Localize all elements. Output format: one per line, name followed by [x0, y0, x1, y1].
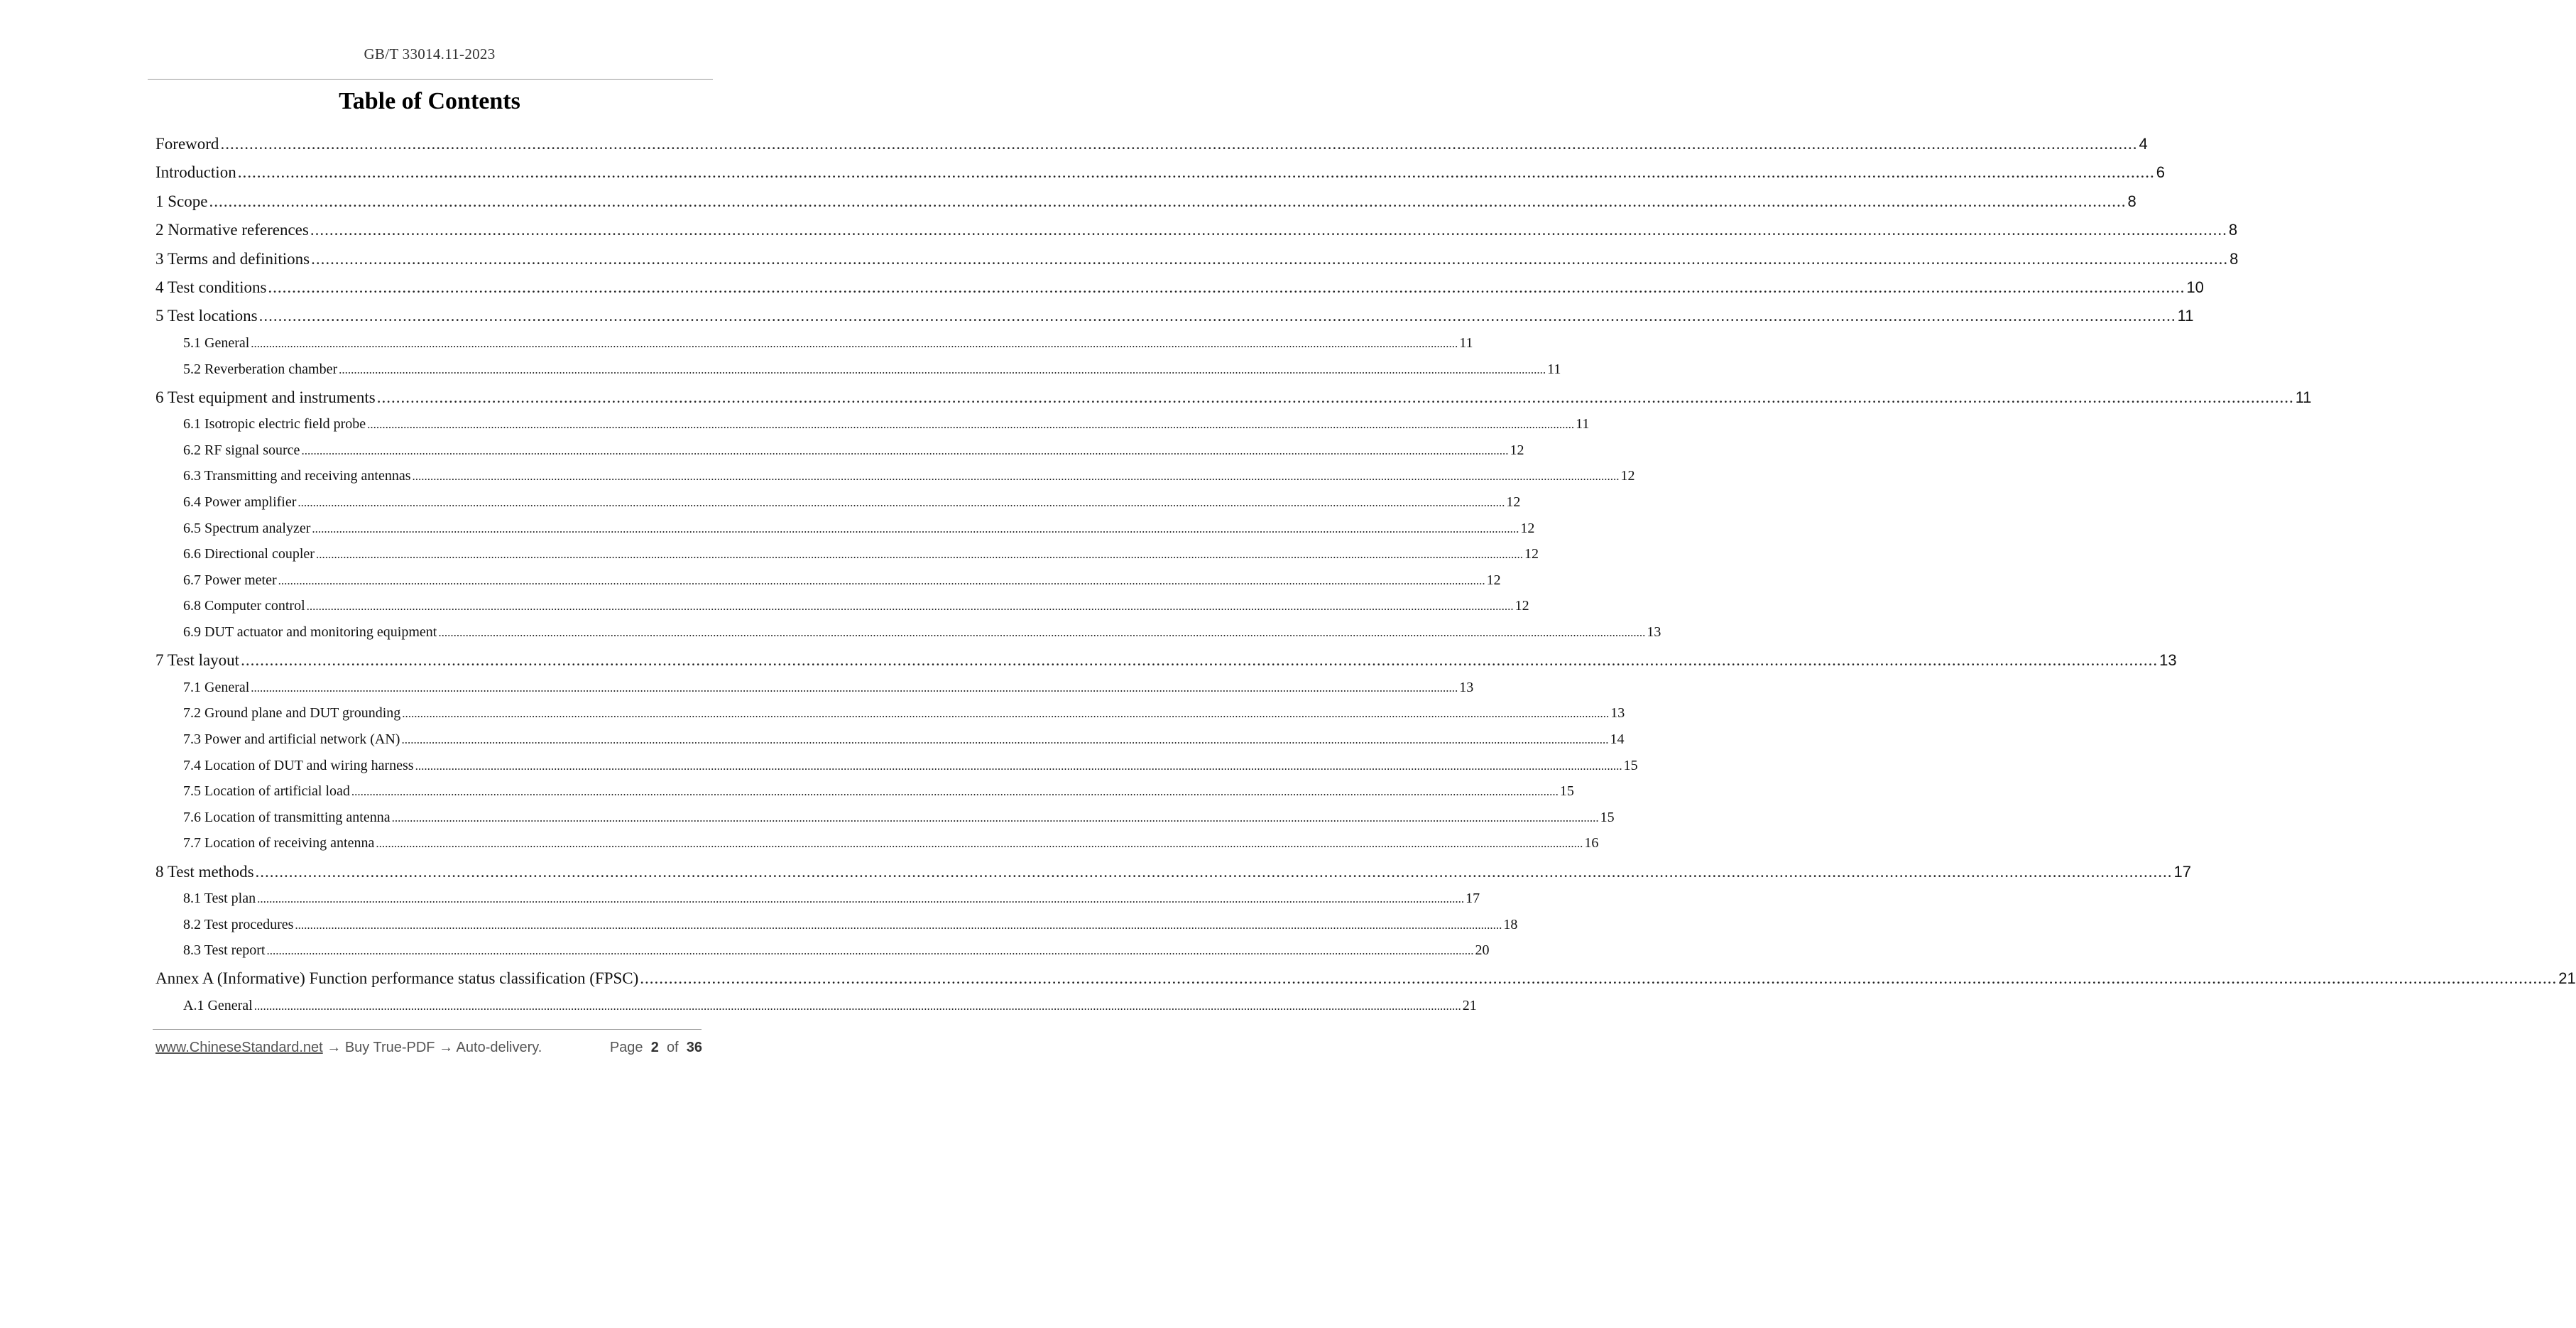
- footer-divider: [153, 1029, 702, 1030]
- website-link[interactable]: www.ChineseStandard.net: [155, 1040, 323, 1055]
- page-indicator: [610, 1040, 702, 1056]
- toc-entry-title: 2 Normative references: [155, 221, 309, 239]
- dot-leader: ................................................................................................................................................................................................................................................................................................................................................................................................................: [339, 363, 1546, 376]
- footer-promo: [155, 1040, 542, 1056]
- toc-entry-title: 6.3 Transmitting and receiving antennas: [183, 468, 411, 484]
- toc-page-number: 13: [2159, 651, 2177, 669]
- toc-page-number: 14: [1610, 731, 1625, 747]
- dot-leader: ................................................................................................................................................................................................................................................................................................................................................................................................................: [402, 707, 1610, 720]
- toc-entry[interactable]: [155, 217, 2238, 243]
- dot-leader: ................................................................................................................................................................................................................................................................................................................................................................................................................: [258, 307, 2176, 325]
- toc-entry-title: 6.8 Computer control: [183, 598, 305, 614]
- toc-page-number: 12: [1486, 572, 1501, 588]
- dot-leader: ................................................................................................................................................................................................................................................................................................................................................................................................................: [376, 837, 1583, 850]
- dot-leader: ................................................................................................................................................................................................................................................................................................................................................................................................................: [412, 469, 1620, 483]
- toc-page-number: 11: [1547, 361, 1561, 377]
- toc-entry-title: 8.1 Test plan: [183, 891, 256, 906]
- toc-entry-title: 5 Test locations: [155, 307, 258, 325]
- dot-leader: ................................................................................................................................................................................................................................................................................................................................................................................................................: [266, 944, 1474, 957]
- toc-subentry[interactable]: [183, 543, 1539, 565]
- dot-leader: ................................................................................................................................................................................................................................................................................................................................................................................................................: [415, 759, 1622, 773]
- toc-entry-title: 4 Test conditions: [155, 278, 267, 296]
- toc-subentry[interactable]: [183, 806, 1615, 829]
- toc-page-number: 17: [2173, 863, 2192, 881]
- toc-page-number: 11: [2295, 388, 2312, 406]
- toc-entry-title: 7.4 Location of DUT and wiring harness: [183, 758, 414, 773]
- toc-entry[interactable]: [155, 303, 2194, 329]
- page-footer: [155, 1040, 702, 1061]
- toc-page-number: 13: [1647, 624, 1661, 640]
- toc-entry-title: 7.3 Power and artificial network (AN): [183, 731, 400, 747]
- toc-page-number: 6: [2156, 163, 2165, 181]
- toc-entry[interactable]: [155, 275, 2204, 300]
- page-word: Page: [609, 1040, 643, 1055]
- toc-subentry[interactable]: [183, 332, 1473, 354]
- toc-entry[interactable]: [155, 648, 2177, 673]
- page-title: Table of Contents: [339, 88, 520, 114]
- toc-page-number: 8: [2230, 250, 2239, 268]
- toc-entry-title: 1 Scope: [155, 192, 208, 210]
- dot-leader: ................................................................................................................................................................................................................................................................................................................................................................................................................: [310, 221, 2227, 239]
- toc-entry[interactable]: [155, 131, 2148, 157]
- toc-page-number: 13: [1610, 705, 1625, 721]
- toc-entry-title: 6.6 Directional coupler: [183, 546, 315, 562]
- toc-page-number: 15: [1559, 783, 1574, 799]
- toc-entry[interactable]: [155, 160, 2165, 185]
- toc-page-number: 20: [1475, 942, 1490, 958]
- dot-leader: ................................................................................................................................................................................................................................................................................................................................................................................................................: [301, 444, 1509, 457]
- toc-page-number: 8: [2228, 221, 2238, 239]
- toc-entry-title: 6.4 Power amplifier: [183, 494, 297, 510]
- dot-leader: ................................................................................................................................................................................................................................................................................................................................................................................................................: [367, 418, 1575, 431]
- toc-subentry[interactable]: [183, 754, 1638, 777]
- toc-subentry[interactable]: [183, 413, 1590, 435]
- toc-entry-title: Introduction: [155, 163, 236, 181]
- dot-leader: ................................................................................................................................................................................................................................................................................................................................................................................................................: [438, 626, 1646, 639]
- toc-page-number: 12: [1520, 521, 1535, 536]
- toc-subentry[interactable]: [183, 621, 1661, 643]
- toc-entry-title: 6.7 Power meter: [183, 572, 277, 588]
- toc-entry-title: Foreword: [155, 135, 219, 153]
- toc-entry-title: 8.2 Test procedures: [183, 917, 294, 932]
- toc-page-number: 18: [1503, 917, 1518, 932]
- toc-page-number: 13: [1459, 680, 1474, 695]
- toc-entry-title: 6.1 Isotropic electric field probe: [183, 416, 366, 432]
- auto-delivery-text: Auto-delivery.: [456, 1040, 542, 1055]
- dot-leader: ................................................................................................................................................................................................................................................................................................................................................................................................................: [312, 522, 1519, 535]
- dot-leader: ................................................................................................................................................................................................................................................................................................................................................................................................................: [220, 135, 2138, 153]
- toc-entry-title: 8.3 Test report: [183, 942, 266, 958]
- buy-true-pdf-text: Buy True-PDF: [344, 1040, 435, 1055]
- toc-page-number: 11: [2177, 307, 2194, 325]
- toc-subentry[interactable]: [183, 994, 1477, 1017]
- dot-leader: ................................................................................................................................................................................................................................................................................................................................................................................................................: [376, 388, 2294, 406]
- dot-leader: ................................................................................................................................................................................................................................................................................................................................................................................................................: [251, 337, 1458, 350]
- toc-page-number: 10: [2186, 278, 2204, 296]
- toc-page-number: 15: [1623, 758, 1638, 773]
- toc-page-number: 8: [2127, 192, 2136, 210]
- toc-page-number: 21: [1462, 998, 1477, 1013]
- dot-leader: ................................................................................................................................................................................................................................................................................................................................................................................................................: [268, 278, 2185, 296]
- toc-entry-title: 5.1 General: [183, 335, 250, 351]
- dot-leader: ................................................................................................................................................................................................................................................................................................................................................................................................................: [640, 969, 2558, 987]
- dot-leader: ................................................................................................................................................................................................................................................................................................................................................................................................................: [311, 250, 2229, 268]
- dot-leader: ................................................................................................................................................................................................................................................................................................................................................................................................................: [257, 892, 1465, 905]
- toc-subentry[interactable]: [183, 702, 1625, 724]
- dot-leader: ................................................................................................................................................................................................................................................................................................................................................................................................................: [295, 918, 1502, 932]
- toc-page-number: 16: [1584, 835, 1599, 851]
- dot-leader: ................................................................................................................................................................................................................................................................................................................................................................................................................: [237, 163, 2155, 181]
- toc-entry-title: 7.1 General: [183, 680, 250, 695]
- toc-subentry[interactable]: [183, 676, 1474, 699]
- toc-entry-title: 6 Test equipment and instruments: [155, 388, 376, 406]
- toc-page-number: 12: [1506, 494, 1521, 510]
- toc-entry-title: 3 Terms and definitions: [155, 250, 310, 268]
- dot-leader: ................................................................................................................................................................................................................................................................................................................................................................................................................: [255, 863, 2173, 881]
- toc-page-number: 15: [1600, 810, 1615, 825]
- total-page-count: 36: [686, 1040, 702, 1055]
- toc-subentry[interactable]: [183, 439, 1524, 462]
- toc-entry-title: 7.6 Location of transmitting antenna: [183, 810, 391, 825]
- toc-entry[interactable]: [155, 189, 2136, 214]
- toc-entry[interactable]: [155, 966, 2576, 991]
- toc-entry-title: Annex A (Informative) Function performance status classification (FPSC): [155, 969, 639, 987]
- dot-leader: ................................................................................................................................................................................................................................................................................................................................................................................................................: [298, 496, 1505, 509]
- toc-subentry[interactable]: [183, 832, 1599, 854]
- dot-leader: ................................................................................................................................................................................................................................................................................................................................................................................................................: [401, 733, 1609, 746]
- toc-page-number: 11: [1459, 335, 1473, 351]
- toc-page-number: 12: [1510, 442, 1524, 458]
- toc-entry-title: 6.9 DUT actuator and monitoring equipment: [183, 624, 437, 640]
- arrow-icon: →: [327, 1040, 342, 1055]
- toc-subentry[interactable]: [183, 594, 1529, 617]
- toc-subentry[interactable]: [183, 780, 1574, 802]
- dot-leader: ................................................................................................................................................................................................................................................................................................................................................................................................................: [251, 681, 1458, 695]
- toc-subentry[interactable]: [183, 358, 1561, 381]
- of-word: of: [666, 1040, 679, 1055]
- toc-entry-title: 7.2 Ground plane and DUT grounding: [183, 705, 401, 721]
- toc-subentry[interactable]: [183, 728, 1625, 751]
- toc-page-number: 11: [1576, 416, 1590, 432]
- toc-entry[interactable]: [155, 859, 2192, 885]
- toc-subentry[interactable]: [183, 569, 1501, 592]
- current-page-number: 2: [650, 1040, 659, 1055]
- dot-leader: ................................................................................................................................................................................................................................................................................................................................................................................................................: [241, 651, 2159, 669]
- dot-leader: ................................................................................................................................................................................................................................................................................................................................................................................................................: [315, 548, 1523, 561]
- toc-subentry[interactable]: [183, 517, 1535, 540]
- toc-entry-title: 7.7 Location of receiving antenna: [183, 835, 375, 851]
- running-header: GB/T 33014.11-2023: [364, 45, 496, 62]
- dot-leader: ................................................................................................................................................................................................................................................................................................................................................................................................................: [278, 574, 1485, 587]
- header-divider: [148, 79, 713, 80]
- toc-subentry[interactable]: [183, 913, 1518, 936]
- dot-leader: ................................................................................................................................................................................................................................................................................................................................................................................................................: [209, 192, 2127, 210]
- toc-entry-title: 6.5 Spectrum analyzer: [183, 521, 311, 536]
- arrow-icon: →: [439, 1040, 454, 1055]
- toc-subentry[interactable]: [183, 887, 1480, 910]
- toc-subentry[interactable]: [183, 491, 1521, 513]
- dot-leader: ................................................................................................................................................................................................................................................................................................................................................................................................................: [306, 599, 1514, 613]
- toc-entry-title: A.1 General: [183, 998, 253, 1013]
- toc-entry-title: 7 Test layout: [155, 651, 240, 669]
- toc-page-number: 17: [1466, 891, 1480, 906]
- toc-page-number: 4: [2139, 135, 2148, 153]
- dot-leader: ................................................................................................................................................................................................................................................................................................................................................................................................................: [351, 785, 1559, 798]
- toc-subentry[interactable]: [183, 939, 1490, 962]
- toc-page-number: 21: [2558, 969, 2576, 987]
- toc-entry[interactable]: [155, 385, 2312, 410]
- toc-entry-title: 6.2 RF signal source: [183, 442, 300, 458]
- dot-leader: ................................................................................................................................................................................................................................................................................................................................................................................................................: [391, 811, 1599, 824]
- dot-leader: ................................................................................................................................................................................................................................................................................................................................................................................................................: [253, 999, 1461, 1013]
- toc-subentry[interactable]: [183, 464, 1635, 487]
- toc-entry[interactable]: [155, 246, 2239, 272]
- toc-entry-title: 8 Test methods: [155, 863, 254, 881]
- toc-entry-title: 7.5 Location of artificial load: [183, 783, 350, 799]
- toc-page-number: 12: [1524, 546, 1539, 562]
- toc-page-number: 12: [1515, 598, 1529, 614]
- toc-page-number: 12: [1620, 468, 1635, 484]
- toc-entry-title: 5.2 Reverberation chamber: [183, 361, 338, 377]
